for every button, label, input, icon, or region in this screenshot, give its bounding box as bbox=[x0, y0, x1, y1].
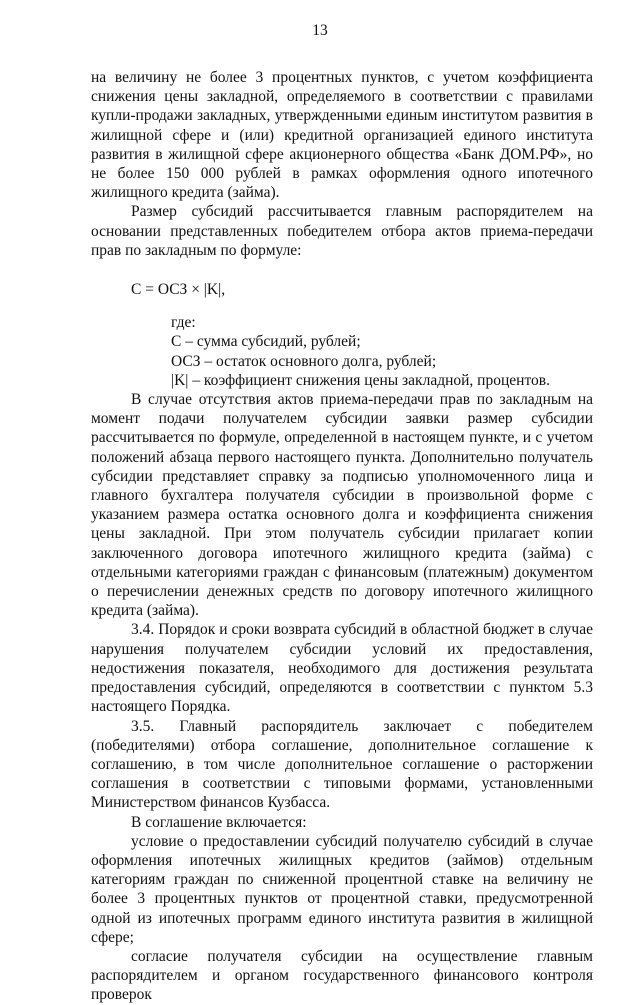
paragraph-subsidy-limit: на величину не более 3 процентных пунктов, с учетом коэффициента снижения цены закладной, определяемого в соответствии с правилами купли-продажи закладных, утвержденными единым институтом развития в жилищной сфере и (или) кредитной организацией единого института развития в жилищной сфере акционерного общества «Банк ДОМ.РФ», но не более 150 000 рублей в рамках оформления одного ипотечного жилищного кредита (займа). bbox=[91, 69, 593, 202]
paragraph-condition: условие о предоставлении субсидий получателю субсидий в случае оформления ипотечных жилищных кредитов (займов) отдельным категориям граждан по сниженной процентной ставке на величину не более 3 процентных пунктов от процентной ставки, предусмотренной одной из ипотечных программ единого института развития в жилищной сфере; bbox=[91, 832, 593, 946]
formula: С = ОСЗ × |K|, bbox=[131, 281, 226, 299]
definition-k: |K| – коэффициент снижения цены закладной, процентов. bbox=[171, 371, 550, 389]
paragraph-agreement-includes: В соглашение включается: bbox=[131, 813, 307, 831]
definition-c: С – сумма субсидий, рублей; bbox=[171, 333, 361, 351]
paragraph-subsidy-size: Размер субсидий рассчитывается главным распорядителем на основании представленных победителем отбора актов приема-передачи прав по закладным по формуле: bbox=[91, 203, 593, 259]
document-body bbox=[91, 68, 593, 1005]
page-number: 13 bbox=[312, 22, 328, 39]
formula-where: где: bbox=[171, 314, 196, 332]
paragraph-3-4: 3.4. Порядок и сроки возврата субсидий в областной бюджет в случае нарушения получателем субсидии условий их предоставления, недостижения показателя, необходимого для достижения результата предоставления субсидий, определяются в соответствии с пунктом 5.3 настоящего Порядка. bbox=[91, 621, 593, 716]
definition-osz: ОСЗ – остаток основного долга, рублей; bbox=[171, 352, 437, 370]
paragraph-3-5: 3.5. Главный распорядитель заключает с победителем (победителями) отбора соглашение, дополнительное соглашение к соглашению, в том числе дополнительное соглашение о расторжении соглашения в соответствии с типовыми формами, установленными Министерством финансов Кузбасса. bbox=[91, 717, 593, 812]
paragraph-consent: согласие получателя субсидии на осуществление главным распорядителем и органом государственного финансового контроля проверок bbox=[91, 947, 593, 1004]
paragraph-no-acts: В случае отсутствия актов приема-передачи прав по закладным на момент подачи получателем субсидии заявки размер субсидии рассчитывается по формуле, определенной в настоящем пункте, и с учетом положений абзаца первого настоящего пункта. Дополнительно получатель субсидии представляет справку за подписью уполномоченного лица и главного бухгалтера получателя субсидии в произвольной форме с указанием размера остатка основного долга и коэффициента снижения цены закладной. При этом получатель субсидии прилагает копии заключенного договора ипотечного жилищного кредита (займа) с отдельными категориями граждан с финансовым (платежным) документом о перечислении денежных средств по договору ипотечного жилищного кредита (займа). bbox=[91, 391, 593, 620]
